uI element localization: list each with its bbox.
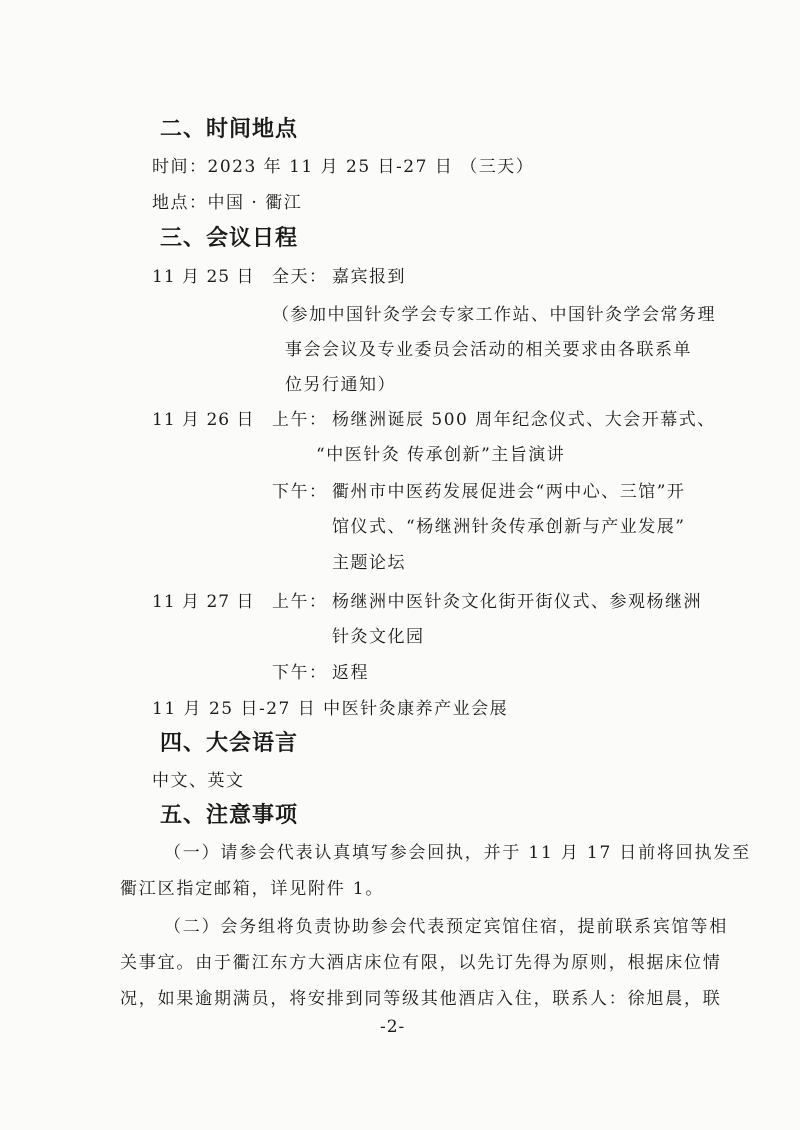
schedule-am-26-line-1: 杨继洲诞辰 500 周年纪念仪式、大会开幕式、: [332, 410, 716, 430]
language-text: 中文、英文: [152, 771, 245, 791]
schedule-text-registration: 嘉宾报到: [332, 267, 406, 287]
schedule-pm-26-line-1: 衢州市中医药发展促进会“两中心、三馆”开: [332, 482, 686, 502]
schedule-am-27-line-2: 针灸文化园: [332, 627, 425, 647]
schedule-label-pm-26: 下午：: [272, 482, 328, 502]
schedule-date-26: 11 月 26 日: [152, 410, 255, 430]
notes-item2-line-2: 关事宜。由于衢江东方大酒店床位有限，以先订先得为原则，根据床位情: [120, 953, 722, 973]
schedule-label-pm-27: 下午：: [272, 663, 328, 683]
schedule-pm-27-text: 返程: [332, 663, 369, 683]
schedule-label-am-27: 上午：: [272, 592, 328, 612]
schedule-note-line-1: （参加中国针灸学会专家工作站、中国针灸学会常务理: [272, 305, 716, 325]
time-line: 时间：2023 年 11 月 25 日-27 日 （三天）: [152, 157, 535, 177]
schedule-label-allday: 全天：: [272, 267, 328, 287]
schedule-note-line-2: 事会会议及专业委员会活动的相关要求由各联系单: [285, 340, 692, 360]
notes-item2-line-3: 况，如果逾期满员，将安排到同等级其他酒店入住，联系人：徐旭晨，联: [120, 989, 722, 1009]
schedule-date-27: 11 月 27 日: [152, 592, 255, 612]
expo-line: 11 月 25 日-27 日 中医针灸康养产业会展: [152, 699, 509, 719]
section-heading-notes: 五、注意事项: [160, 803, 299, 828]
page-number: -2-: [380, 1017, 406, 1037]
place-line: 地点：中国 · 衢江: [152, 193, 303, 213]
section-heading-language: 四、大会语言: [160, 731, 299, 756]
notes-item1-line-2: 衢江区指定邮箱，详见附件 1。: [120, 879, 385, 899]
schedule-date-25: 11 月 25 日: [152, 267, 255, 287]
schedule-pm-26-line-3: 主题论坛: [332, 553, 406, 573]
section-heading-schedule: 三、会议日程: [160, 226, 299, 251]
schedule-pm-26-line-2: 馆仪式、“杨继洲针灸传承创新与产业发展”: [332, 517, 686, 537]
schedule-label-am-26: 上午：: [272, 410, 328, 430]
schedule-am-26-line-2: “中医针灸 传承创新”主旨演讲: [316, 445, 566, 465]
schedule-note-line-3: 位另行通知）: [285, 375, 396, 395]
schedule-am-27-line-1: 杨继洲中医针灸文化街开街仪式、参观杨继洲: [332, 592, 702, 612]
notes-item2-line-1: （二）会务组将负责协助参会代表预定宾馆住宿，提前联系宾馆等相: [164, 917, 728, 937]
notes-item1-line-1: （一）请参会代表认真填写参会回执，并于 11 月 17 日前将回执发至: [164, 843, 751, 863]
section-heading-time-place: 二、时间地点: [160, 117, 299, 142]
